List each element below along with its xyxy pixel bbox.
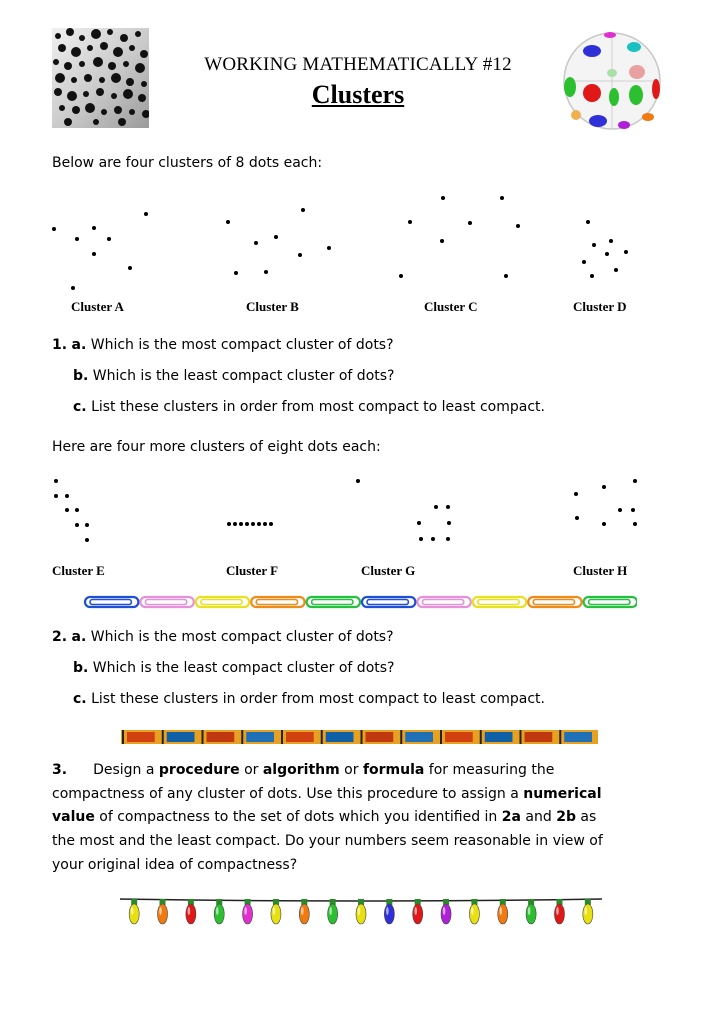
dot [633, 479, 637, 483]
dot [144, 212, 148, 216]
texture-dot [142, 110, 149, 118]
q1c-text: List these clusters in order from most compact to least compact. [91, 399, 545, 415]
dot [263, 522, 267, 526]
dot [226, 220, 230, 224]
pencil-segment [286, 732, 314, 742]
paperclip-icon [584, 597, 637, 607]
q1-number: 1. [52, 337, 68, 353]
paperclip-chain [83, 594, 637, 610]
texture-dot [108, 62, 116, 70]
texture-dot [135, 31, 141, 37]
q3-text: compactness of any cluster of dots. Use this procedure to assign a [52, 786, 524, 802]
texture-dot [100, 42, 108, 50]
texture-dot [118, 118, 126, 126]
question-3-line-4: the most and the least compact. Do your numbers seem reasonable in view of [52, 833, 603, 849]
texture-dots [52, 28, 149, 128]
dot [85, 523, 89, 527]
pencil-band [281, 730, 283, 744]
pencil-segment [127, 732, 155, 742]
dot [54, 494, 58, 498]
pencil-band [480, 730, 482, 744]
dot [605, 252, 609, 256]
texture-dot [138, 94, 146, 102]
dot [434, 505, 438, 509]
pencil-band [520, 730, 522, 744]
q3-ref-2b: 2b [556, 809, 576, 825]
pencil-segment [564, 732, 592, 742]
texture-dot [67, 91, 77, 101]
question-2 [52, 626, 394, 649]
question-3-line-5: your original idea of compactness? [52, 857, 298, 873]
dot [128, 266, 132, 270]
texture-dot [58, 44, 66, 52]
dot [85, 538, 89, 542]
dot [92, 252, 96, 256]
pencil-band [122, 730, 124, 744]
light-bulb-icon [384, 899, 394, 924]
q3-text: or [339, 762, 363, 778]
dot [419, 537, 423, 541]
texture-dot [71, 47, 81, 57]
dot [468, 221, 472, 225]
beach-ball-image [562, 29, 662, 133]
q3-number: 3. [52, 762, 68, 778]
dot [399, 274, 403, 278]
dot [590, 274, 594, 278]
dot [582, 260, 586, 264]
question-3-line-3 [52, 806, 596, 829]
q2-number: 2. [52, 629, 68, 645]
dot [624, 250, 628, 254]
light-bulb-icon [214, 899, 224, 924]
cluster-g-label: Cluster G [361, 563, 416, 578]
light-bulb-string [120, 893, 602, 929]
cluster-f-label: Cluster F [226, 563, 279, 578]
texture-dot [111, 93, 117, 99]
pencil-band [202, 730, 204, 744]
texture-dot [129, 45, 135, 51]
dot [431, 537, 435, 541]
question-1b [73, 365, 394, 388]
dot [446, 537, 450, 541]
beach-ball-svg [562, 29, 662, 133]
light-bulb-icon [413, 899, 423, 924]
pencil-band [400, 730, 402, 744]
dot [408, 220, 412, 224]
light-bulb-icon [299, 899, 309, 924]
pencil-segment [207, 732, 235, 742]
texture-dot [59, 105, 65, 111]
texture-dot [93, 57, 103, 67]
dot [417, 521, 421, 525]
texture-dot [87, 45, 93, 51]
cluster-b-label: Cluster B [246, 299, 299, 314]
texture-dot [107, 29, 113, 35]
light-bulb-icon [441, 899, 451, 924]
pencil-segment [405, 732, 433, 742]
light-bulb-icon [498, 899, 508, 924]
dot [602, 522, 606, 526]
texture-dot [66, 28, 74, 36]
light-bulb-icon [526, 899, 536, 924]
dot [574, 492, 578, 496]
dot [52, 227, 56, 231]
paperclip-icon [140, 597, 193, 607]
dot [602, 485, 606, 489]
dot [75, 508, 79, 512]
texture-dot [129, 109, 135, 115]
clusters-row-1 [0, 185, 719, 295]
q3-keyword-algorithm: algorithm [262, 762, 340, 778]
q3-keyword-value: value [52, 809, 95, 825]
texture-dot [55, 73, 65, 83]
pencil-band [559, 730, 561, 744]
dot [441, 196, 445, 200]
light-bulb-icon [469, 899, 479, 924]
dot [65, 508, 69, 512]
texture-dot [135, 63, 145, 73]
paperclip-icon [196, 597, 249, 607]
dot [75, 237, 79, 241]
dot [75, 523, 79, 527]
question-2b [73, 657, 394, 680]
clusters-row-2 [0, 470, 719, 550]
pencil-segment [525, 732, 553, 742]
q2b-label: b. [73, 660, 89, 676]
q1c-label: c. [73, 399, 87, 415]
light-bulb-icon [243, 899, 253, 924]
dot [504, 274, 508, 278]
texture-dot [64, 118, 72, 126]
dot [440, 239, 444, 243]
q3-text: or [239, 762, 263, 778]
dot [245, 522, 249, 526]
pencil-segment [366, 732, 394, 742]
texture-dot [126, 78, 134, 86]
texture-dot [99, 77, 105, 83]
dot [609, 239, 613, 243]
q3-text: as [575, 809, 597, 825]
q2a-label: a. [71, 629, 87, 645]
light-bulb-icon [186, 899, 196, 924]
texture-dot [113, 47, 123, 57]
dot [618, 508, 622, 512]
dot [71, 286, 75, 290]
pencil-segment [326, 732, 354, 742]
light-bulb-icon [554, 899, 564, 924]
dot [447, 521, 451, 525]
q3-keyword-numerical: numerical [523, 786, 602, 802]
question-1 [52, 334, 394, 357]
texture-dot [71, 77, 77, 83]
texture-dot [140, 50, 148, 58]
pencil-band [241, 730, 243, 744]
pencil-segment [445, 732, 473, 742]
texture-dot [79, 35, 85, 41]
paperclip-icon [251, 597, 304, 607]
q3-text: Design a [93, 762, 159, 778]
dot [274, 235, 278, 239]
dot [327, 246, 331, 250]
q3-text: and [520, 809, 557, 825]
q1a-text: Which is the most compact cluster of dots? [90, 337, 394, 353]
dot [254, 241, 258, 245]
texture-dot [72, 106, 80, 114]
dot [446, 505, 450, 509]
q3-text: for measuring the [424, 762, 555, 778]
texture-dot [83, 91, 89, 97]
dot [500, 196, 504, 200]
texture-dot [64, 62, 72, 70]
texture-dot [54, 88, 62, 96]
dot [298, 253, 302, 257]
pencil-segment [246, 732, 274, 742]
paperclip-icon [528, 597, 581, 607]
dot [614, 268, 618, 272]
dot [586, 220, 590, 224]
light-bulb-icon [356, 899, 366, 924]
cluster-a-label: Cluster A [71, 299, 124, 314]
dot [227, 522, 231, 526]
texture-dot [101, 109, 107, 115]
pencil-segment [485, 732, 513, 742]
intro-text-1: Below are four clusters of 8 dots each: [52, 155, 323, 171]
dot [65, 494, 69, 498]
texture-dot [120, 34, 128, 42]
light-bulb-icon [129, 899, 139, 924]
q3-keyword-procedure: procedure [158, 762, 240, 778]
dot [251, 522, 255, 526]
pencil-segment [167, 732, 195, 742]
cluster-c-label: Cluster C [424, 299, 478, 314]
dot [92, 226, 96, 230]
dot [234, 271, 238, 275]
q2c-text: List these clusters in order from most compact to least compact. [91, 691, 545, 707]
dot [239, 522, 243, 526]
paperclip-divider [83, 594, 637, 610]
dot [269, 522, 273, 526]
paperclip-icon [473, 597, 526, 607]
q3-text: of compactness to the set of dots which you identified in [94, 809, 502, 825]
page-title: Clusters [311, 80, 405, 109]
texture-dot [93, 119, 99, 125]
q2c-label: c. [73, 691, 87, 707]
dot [54, 479, 58, 483]
pencil-band [321, 730, 323, 744]
pencil-band [440, 730, 442, 744]
q1b-label: b. [73, 368, 89, 384]
texture-dot [96, 88, 104, 96]
dots-texture-image [52, 28, 149, 128]
texture-dot [111, 73, 121, 83]
page-kicker: WORKING MATHEMATICALLY #12 [204, 54, 512, 75]
dot [107, 237, 111, 241]
dot [592, 243, 596, 247]
texture-dot [114, 106, 122, 114]
texture-dot [123, 61, 129, 67]
light-bulbs-divider [120, 893, 602, 929]
pencil-bar [121, 730, 598, 744]
pencil-divider [121, 729, 598, 743]
light-bulb-icon [271, 899, 281, 924]
texture-dot [91, 29, 101, 39]
light-bulb-icon [328, 899, 338, 924]
cluster-e-label: Cluster E [52, 563, 105, 578]
cluster-d-label: Cluster D [573, 299, 627, 314]
q1b-text: Which is the least compact cluster of dots? [92, 368, 395, 384]
texture-dot [55, 33, 61, 39]
pencil-band [361, 730, 363, 744]
dot [301, 208, 305, 212]
intro-text-2: Here are four more clusters of eight dots each: [52, 439, 381, 455]
texture-dot [85, 103, 95, 113]
dot [257, 522, 261, 526]
texture-dot [53, 59, 59, 65]
paperclip-icon [307, 597, 360, 607]
texture-dot [84, 74, 92, 82]
question-3-line-2 [52, 783, 602, 806]
question-2c [73, 688, 545, 711]
dot [633, 522, 637, 526]
dot [356, 479, 360, 483]
light-bulb-icon [158, 899, 168, 924]
dot [233, 522, 237, 526]
question-1c [73, 396, 545, 419]
cluster-h-label: Cluster H [573, 563, 628, 578]
light-bulb-icon [583, 899, 593, 924]
pencil-band [162, 730, 164, 744]
paperclip-icon [417, 597, 470, 607]
q2a-text: Which is the most compact cluster of dots? [90, 629, 394, 645]
dot [516, 224, 520, 228]
dot [631, 508, 635, 512]
q3-ref-2a: 2a [501, 809, 521, 825]
q2b-text: Which is the least compact cluster of dots? [92, 660, 395, 676]
texture-dot [79, 61, 85, 67]
paperclip-icon [362, 597, 415, 607]
dot [264, 270, 268, 274]
q3-keyword-formula: formula [362, 762, 425, 778]
texture-dot [141, 81, 147, 87]
question-3-line-1 [52, 759, 554, 782]
dot [575, 516, 579, 520]
texture-dot [123, 89, 133, 99]
paperclip-icon [85, 597, 138, 607]
q1a-label: a. [71, 337, 87, 353]
